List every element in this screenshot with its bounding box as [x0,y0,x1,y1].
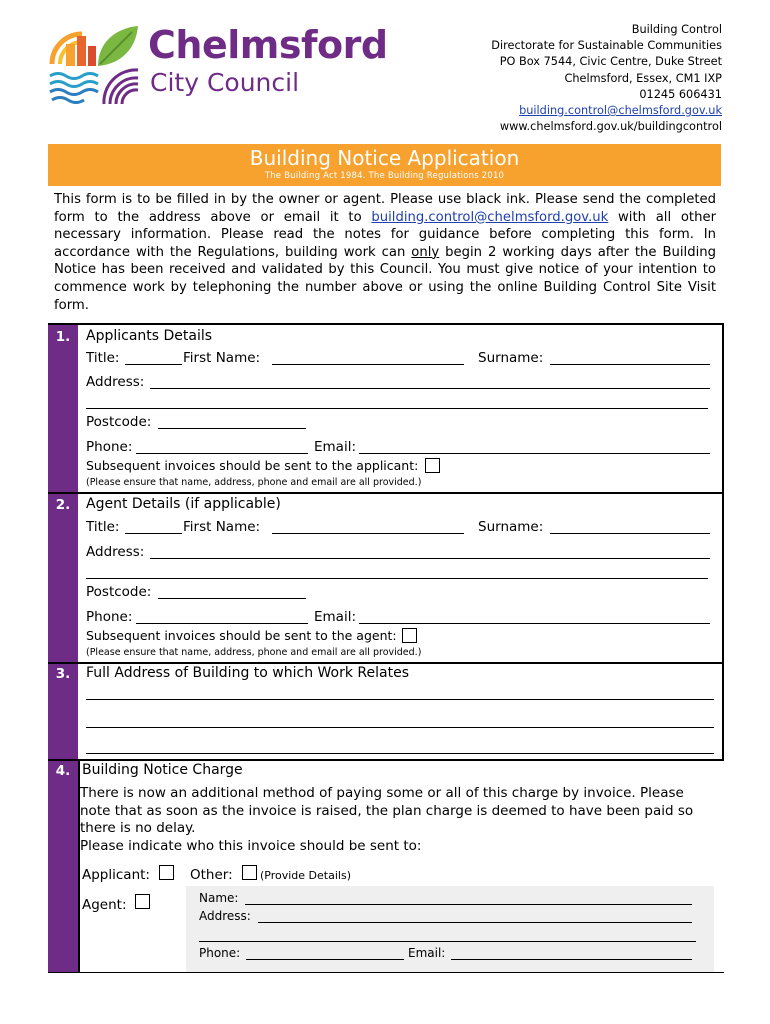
postcode-field[interactable] [158,598,306,599]
contact-line: 01245 606431 [639,87,722,101]
contact-line: PO Box 7544, Civic Centre, Duke Street [499,55,722,69]
divider [48,759,724,761]
other-option-note: (Provide Details) [260,869,351,882]
building-address-line2[interactable] [86,727,714,728]
divider [48,323,724,325]
surname-field[interactable] [550,364,710,365]
title-band [48,144,721,186]
section-heading: Applicants Details [86,328,213,344]
other-email-label: Email: [408,946,446,960]
first-name-field[interactable] [272,364,464,365]
section-number: 4. [55,763,71,779]
intro-paragraph: This form is to be filled in by the owner or agent. Please use black ink. Please send the completed form to the address above or email it to building.control@chelmsford.gov.uk with all other necessary information. Please read the notes for guidance before completing this form. In accordance with the Regulations, building work can only begin 2 working days after the Building Notice has been received and validated by this Council. You must give notice of your intention to commence work by telephoning the number above or using the online Building Control Site Visit form. [54,192,716,313]
email-field[interactable] [359,623,710,624]
brand-name: Chelmsford [148,23,388,67]
divider [48,492,724,494]
applicant-option-checkbox[interactable] [159,865,174,880]
section-sidebar [48,323,78,973]
phone-label: Phone: [86,609,133,625]
invoice-prompt: Please indicate who this invoice should be sent to: [80,838,422,854]
section-heading: Building Notice Charge [82,762,243,778]
agent-option-checkbox[interactable] [135,894,150,909]
title-label: Title: [86,350,120,366]
postcode-label: Postcode: [86,414,152,430]
building-address-line3[interactable] [86,753,714,754]
title-field[interactable] [125,533,182,534]
phone-label: Phone: [86,439,133,455]
phone-field[interactable] [136,623,308,624]
intro-email-link[interactable]: building.control@chelmsford.gov.uk [371,209,609,225]
other-name-label: Name: [199,891,239,905]
section-heading: Full Address of Building to which Work Relates [86,665,409,681]
frame-right-border [722,323,724,760]
contact-line: Directorate for Sustainable Communities [491,39,722,53]
first-name-label: First Name: [183,519,261,535]
other-option-checkbox[interactable] [242,865,257,880]
other-address-label: Address: [199,909,251,923]
agent-option-label: Agent: [82,897,127,913]
surname-field[interactable] [550,533,710,534]
other-email-field[interactable] [451,959,692,960]
surname-label: Surname: [478,519,544,535]
contact-website[interactable]: www.chelmsford.gov.uk/buildingcontrol [499,120,722,134]
section-heading: Agent Details (if applicable) [86,496,281,512]
contact-line: Building Control [631,23,722,36]
postcode-field[interactable] [158,428,306,429]
section-note: (Please ensure that name, address, phone and email are all provided.) [86,647,422,658]
other-phone-field[interactable] [246,959,404,960]
applicant-option-label: Applicant: [82,867,150,883]
first-name-label: First Name: [183,350,261,366]
charge-paragraph: There is now an additional method of paying some or all of this charge by invoice. Please note that as soon as the invoice is raised, the plan charge is deemed to have been paid so there is no delay. [80,785,694,836]
contact-block [491,22,722,135]
invoice-applicant-label: Subsequent invoices should be sent to the applicant: [86,458,419,473]
contact-email-link[interactable]: building.control@chelmsford.gov.uk [519,104,722,118]
section-number: 3. [55,666,71,682]
surname-label: Surname: [478,350,544,366]
email-label: Email: [314,609,357,625]
brand-subname: City Council [150,68,300,97]
title-label: Title: [86,519,120,535]
other-address-field-line2[interactable] [199,941,696,942]
section-number: 1. [55,329,71,345]
frame-bottom-border [48,972,724,973]
email-label: Email: [314,439,357,455]
invoice-agent-checkbox[interactable] [402,628,417,643]
invoice-applicant-checkbox[interactable] [425,458,440,473]
email-field[interactable] [359,453,710,454]
other-phone-label: Phone: [199,946,241,960]
other-address-field[interactable] [258,922,692,923]
phone-field[interactable] [136,453,308,454]
other-name-field[interactable] [245,904,692,905]
contact-line: Chelmsford, Essex, CM1 IXP [564,71,722,85]
building-address-line1[interactable] [86,699,714,700]
section-note: (Please ensure that name, address, phone and email are all provided.) [86,477,422,488]
form-title: Building Notice Application [249,146,520,170]
other-option-label: Other: [190,867,233,883]
address-field[interactable] [150,388,710,389]
section-number: 2. [55,497,71,513]
address-label: Address: [86,374,145,390]
divider [48,662,724,664]
address-label: Address: [86,544,145,560]
address-field[interactable] [150,558,710,559]
form-subtitle: The Building Act 1984. The Building Regulations 2010 [264,171,505,181]
address-field-line2[interactable] [86,408,708,409]
title-field[interactable] [125,364,182,365]
postcode-label: Postcode: [86,584,152,600]
address-field-line2[interactable] [86,578,708,579]
first-name-field[interactable] [272,533,464,534]
invoice-agent-label: Subsequent invoices should be sent to the agent: [86,628,397,643]
